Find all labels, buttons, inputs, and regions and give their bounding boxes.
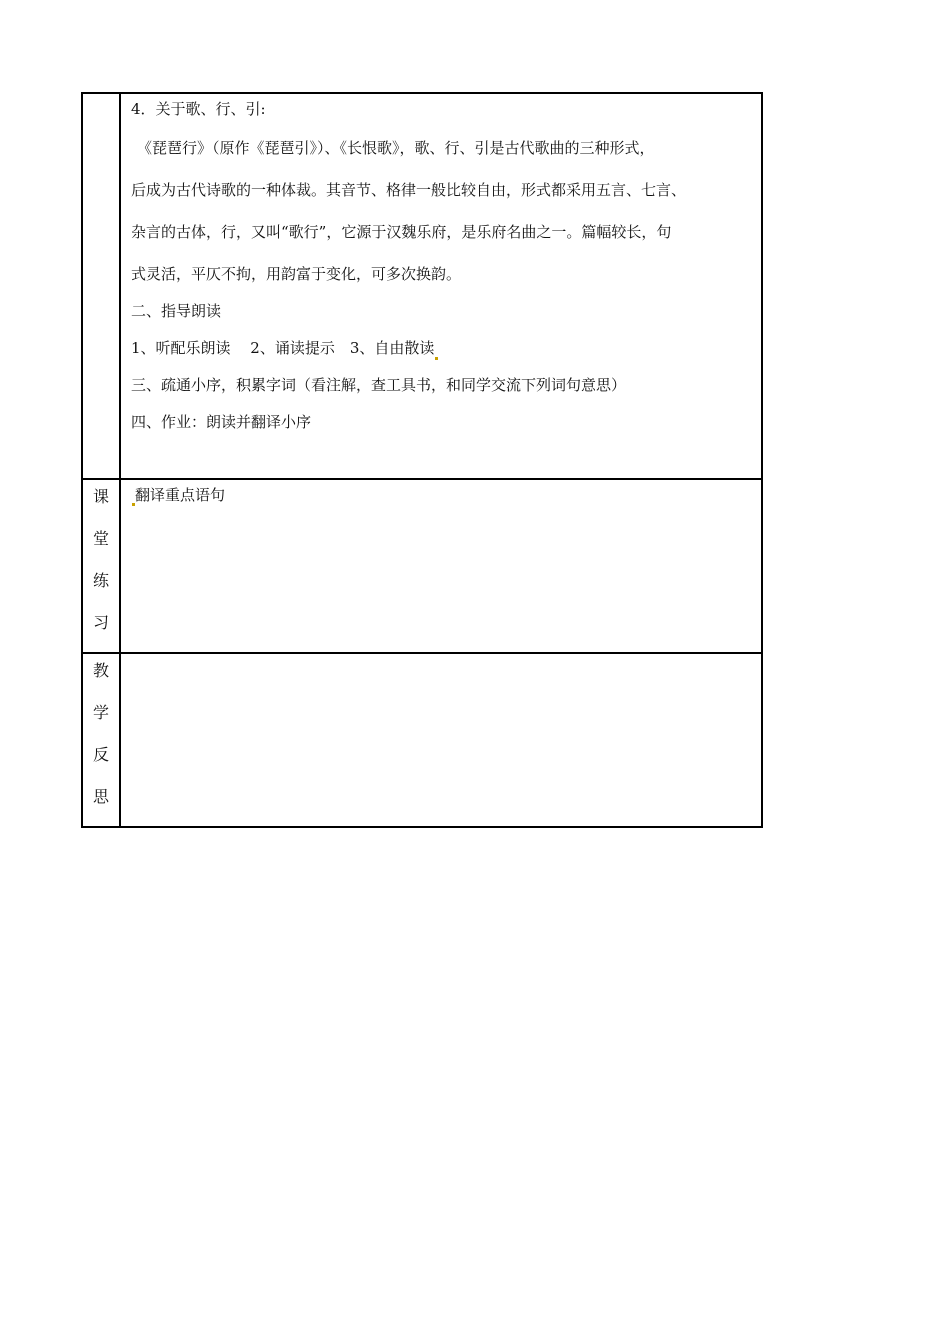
reflection-text [131, 658, 751, 696]
row-label-char: 教 [92, 661, 109, 680]
content-line: 四、作业：朗读并翻译小序 [131, 413, 312, 431]
row-label-char: 学 [92, 703, 109, 722]
row-label-char: 练 [92, 571, 109, 590]
table-row [82, 93, 762, 479]
exercise-text-content: 翻译重点语句 [135, 486, 226, 504]
table-row [82, 653, 762, 827]
content-cell [120, 653, 762, 827]
row-label-cell [82, 653, 120, 827]
content-line: 后成为古代诗歌的一种体裁。其音节、格律一般比较自由，形式都采用五言、七言、 [131, 181, 687, 199]
row-label-char: 思 [92, 787, 109, 806]
row-label-char: 课 [92, 487, 109, 506]
row-label-char: 习 [92, 613, 109, 632]
content-line [131, 336, 751, 373]
row-label-cell [82, 479, 120, 653]
exercise-text [131, 484, 751, 522]
row-label-cell [82, 93, 120, 479]
content-cell [120, 93, 762, 479]
row-label-char: 堂 [92, 529, 109, 548]
edit-mark [435, 357, 438, 360]
content-line: 式灵活，平仄不拘，用韵富于变化，可多次换韵。 [131, 265, 462, 283]
content-line: 4．关于歌、行、引: [131, 100, 266, 118]
content-line: 杂言的古体，行，又叫“歌行”，它源于汉魏乐府，是乐府名曲之一。篇幅较长，句 [131, 223, 672, 241]
table-row [82, 479, 762, 653]
content-line-text: 1、听配乐朗读 2、诵读提示 3、自由散读 [131, 339, 435, 357]
content-cell [120, 479, 762, 653]
row-label-char: 反 [92, 745, 109, 764]
content-line: 二、指导朗读 [131, 302, 222, 320]
lesson-plan-table [81, 92, 763, 828]
content-line: 三、疏通小序，积累字词（看注解，查工具书，和同学交流下列词句意思） [131, 376, 627, 394]
content-line: 《琵琶行》（原作《琵琶引》）、《长恨歌》，歌、行、引是古代歌曲的三种形式， [137, 139, 655, 157]
